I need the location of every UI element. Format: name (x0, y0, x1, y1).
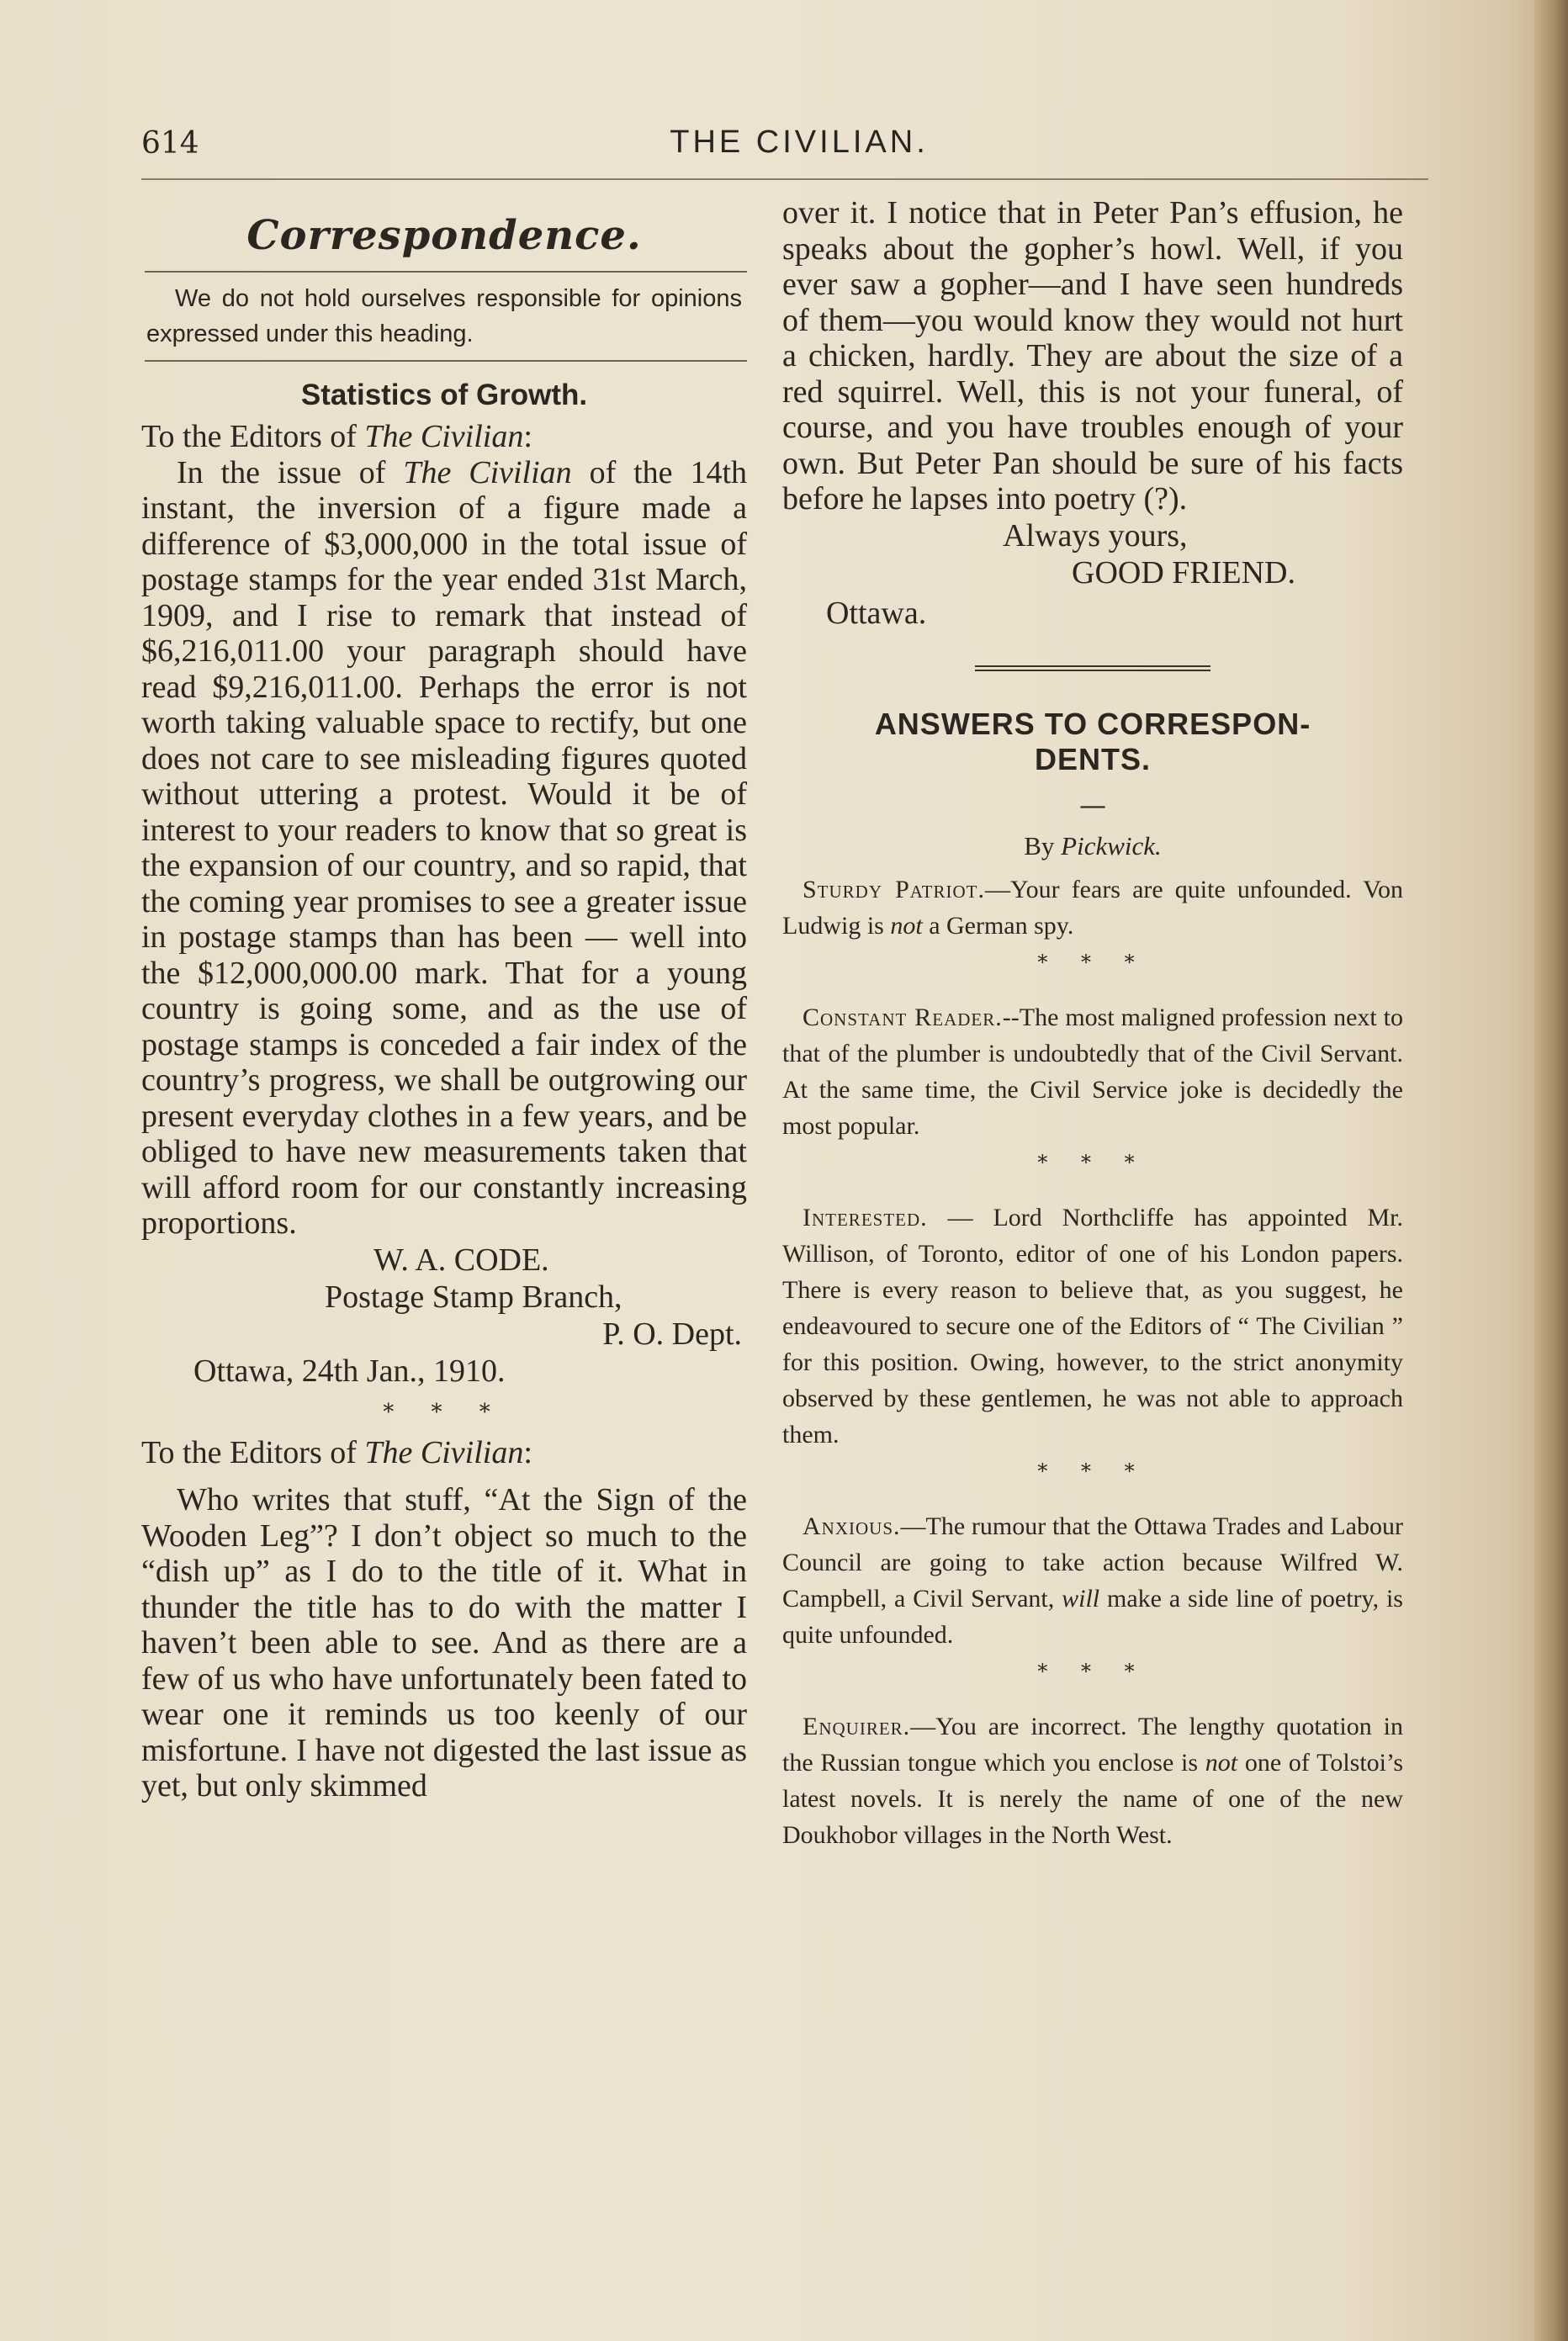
separator-stars: * * * (383, 1399, 506, 1425)
disclaimer: We do not hold ourselves responsible for opinions expressed under this heading. (146, 285, 742, 347)
answer-emphasis: will (1062, 1584, 1100, 1613)
answer-text: — Lord Northcliffe has appointed Mr. Willison, of Toronto, editor of one of his London papers. There is every reason to believe that, as you suggest, he endeavoured to secure one of the Editors of “ The Civilian ” for this position. Owing, however, to the strict anonymity observed by these gentlemen, he was not able to approach them. (782, 1203, 1403, 1449)
text-run-italic: The Civilian (403, 454, 572, 490)
text-run: In the issue of (177, 454, 404, 490)
correspondent-name: Enquirer. (803, 1712, 911, 1740)
salutation-prefix: To the Editors of (141, 1434, 365, 1470)
letter-title: Statistics of Growth. (300, 379, 588, 411)
answer-text: a German spy. (922, 911, 1074, 940)
letter-statistics (141, 419, 747, 1242)
letter-wooden-leg (141, 1435, 747, 1804)
salutation-name: The Civilian (364, 1434, 524, 1470)
answers-heading (782, 707, 1403, 777)
answer-emphasis: not (890, 911, 923, 940)
section-heading: Correspondence. (246, 212, 642, 259)
header-rule (141, 178, 1428, 180)
closing-name: GOOD FRIEND. (1072, 554, 1295, 591)
correspondent-name: Constant Reader. (803, 1003, 1003, 1031)
answer-text: make a side line of poetry, is quite unfounded. (782, 1584, 1403, 1649)
answer-item (782, 1508, 1403, 1653)
salutation (141, 1435, 747, 1471)
salutation-name: The Civilian (364, 419, 524, 454)
signature-dept: P. O. Dept. (602, 1316, 742, 1352)
correspondent-name: Interested. (803, 1203, 928, 1231)
salutation-suffix: : (523, 1434, 532, 1470)
byline-name: Pickwick. (1061, 830, 1162, 861)
answer-text: —You are incorrect. The lengthy quotation in the Russian tongue which you enclose is (782, 1712, 1403, 1777)
answer-text: one of Tolstoi’s latest novels. It is nerely the name of one of the new Doukhobor villages in the North West. (782, 1748, 1404, 1849)
answer-emphasis: not (1205, 1748, 1238, 1777)
page-number: 614 (141, 126, 199, 161)
text-run: of the 14th instant, the inversion of a figure made a difference of $3,000,000 in the total issue of postage stamps for the year ended 31st March, 1909, and I rise to remark that instead of $6,216,011.00 your paragraph should have read $9,216,011.00. Perhaps the error is not worth taking valuable space to rectify, but one does not care to see misleading figures quoted without uttering a protest. Would it be of interest to your readers to know that so great is the expansion of our country, and so rapid, that the coming year promises to see a greater issue in postage stamps than has been — well into the $12,000,000.00 mark. That for a young country is going some, and as the use of postage stamps is conceded a fair index of the country’s progress, we shall be outgrowing our present everyday clothes in a few years, and be obliged to have new measurements taken that will afford room for our constantly increasing proportions. (141, 454, 747, 1241)
double-divider (975, 665, 1210, 671)
answer-item (782, 999, 1403, 1144)
answer-list (782, 871, 1403, 1853)
salutation-prefix: To the Editors of (141, 419, 365, 454)
separator-stars: * * * (1037, 1150, 1148, 1174)
salutation (141, 419, 747, 455)
place: Ottawa. (826, 595, 927, 631)
closing: Always yours, (1003, 517, 1188, 553)
heading-dash: — (1079, 788, 1106, 821)
book-spine (1534, 0, 1568, 2341)
signature-block (141, 1242, 747, 1390)
answer-text: --The most maligned profession next to that of the plumber is undoubtedly that of the Civil Servant. At the same time, the Civil Service joke is decidedly the most popular. (782, 1003, 1403, 1140)
correspondent-name: Sturdy Patriot. (803, 875, 985, 903)
answers-heading-line: DENTS. (1034, 741, 1151, 776)
separator-stars: * * * (1037, 1659, 1148, 1683)
signature-branch: Postage Stamp Branch, (325, 1279, 622, 1315)
right-column (782, 195, 1403, 1853)
separator-stars: * * * (1037, 950, 1148, 974)
closing-block (782, 517, 1403, 632)
answer-item (782, 871, 1403, 944)
letter-paragraph: Who writes that stuff, “At the Sign of the Wooden Leg”? I don’t object so much to the “dish up” as I do to the title of it. What in thunder the title has to do with the matter I haven’t been able to see. And as there are a few of us who have unfortunately been fated to wear one it reminds us too keenly of our misfortune. I have not digested the last issue as yet, but only skimmed (141, 1482, 747, 1803)
byline (782, 831, 1403, 861)
answers-heading-line: ANSWERS TO CORRESPON- (874, 706, 1311, 741)
correspondent-name: Anxious. (803, 1512, 901, 1540)
running-title: THE CIVILIAN. (670, 124, 929, 160)
left-column (141, 195, 747, 1804)
signature-name: W. A. CODE. (373, 1242, 549, 1278)
answer-item (782, 1200, 1403, 1453)
salutation-suffix: : (523, 419, 532, 454)
answer-text: —The rumour that the Ottawa Trades and Labour Council are going to take action because Wilfred W. Campbell, a Civil Servant, (782, 1512, 1403, 1613)
answer-item (782, 1708, 1403, 1853)
letter-paragraph (141, 455, 747, 1242)
byline-prefix: By (1024, 830, 1062, 861)
answer-text: —Your fears are quite unfounded. Von Ludwig is (782, 875, 1404, 940)
separator-stars: * * * (1037, 1459, 1148, 1483)
letter-continued (782, 195, 1403, 517)
divider (145, 360, 747, 362)
letter-paragraph: over it. I notice that in Peter Pan’s effusion, he speaks about the gopher’s howl. Well, if you ever saw a gopher—and I have seen hundreds of them—you would know they would not hurt a chicken, hardly. They are about the size of a red squirrel. Well, this is not your funeral, of course, and you have troubles enough of your own. But Peter Pan should be sure of his facts before he lapses into poetry (?). (782, 195, 1403, 516)
place-date: Ottawa, 24th Jan., 1910. (193, 1353, 506, 1389)
